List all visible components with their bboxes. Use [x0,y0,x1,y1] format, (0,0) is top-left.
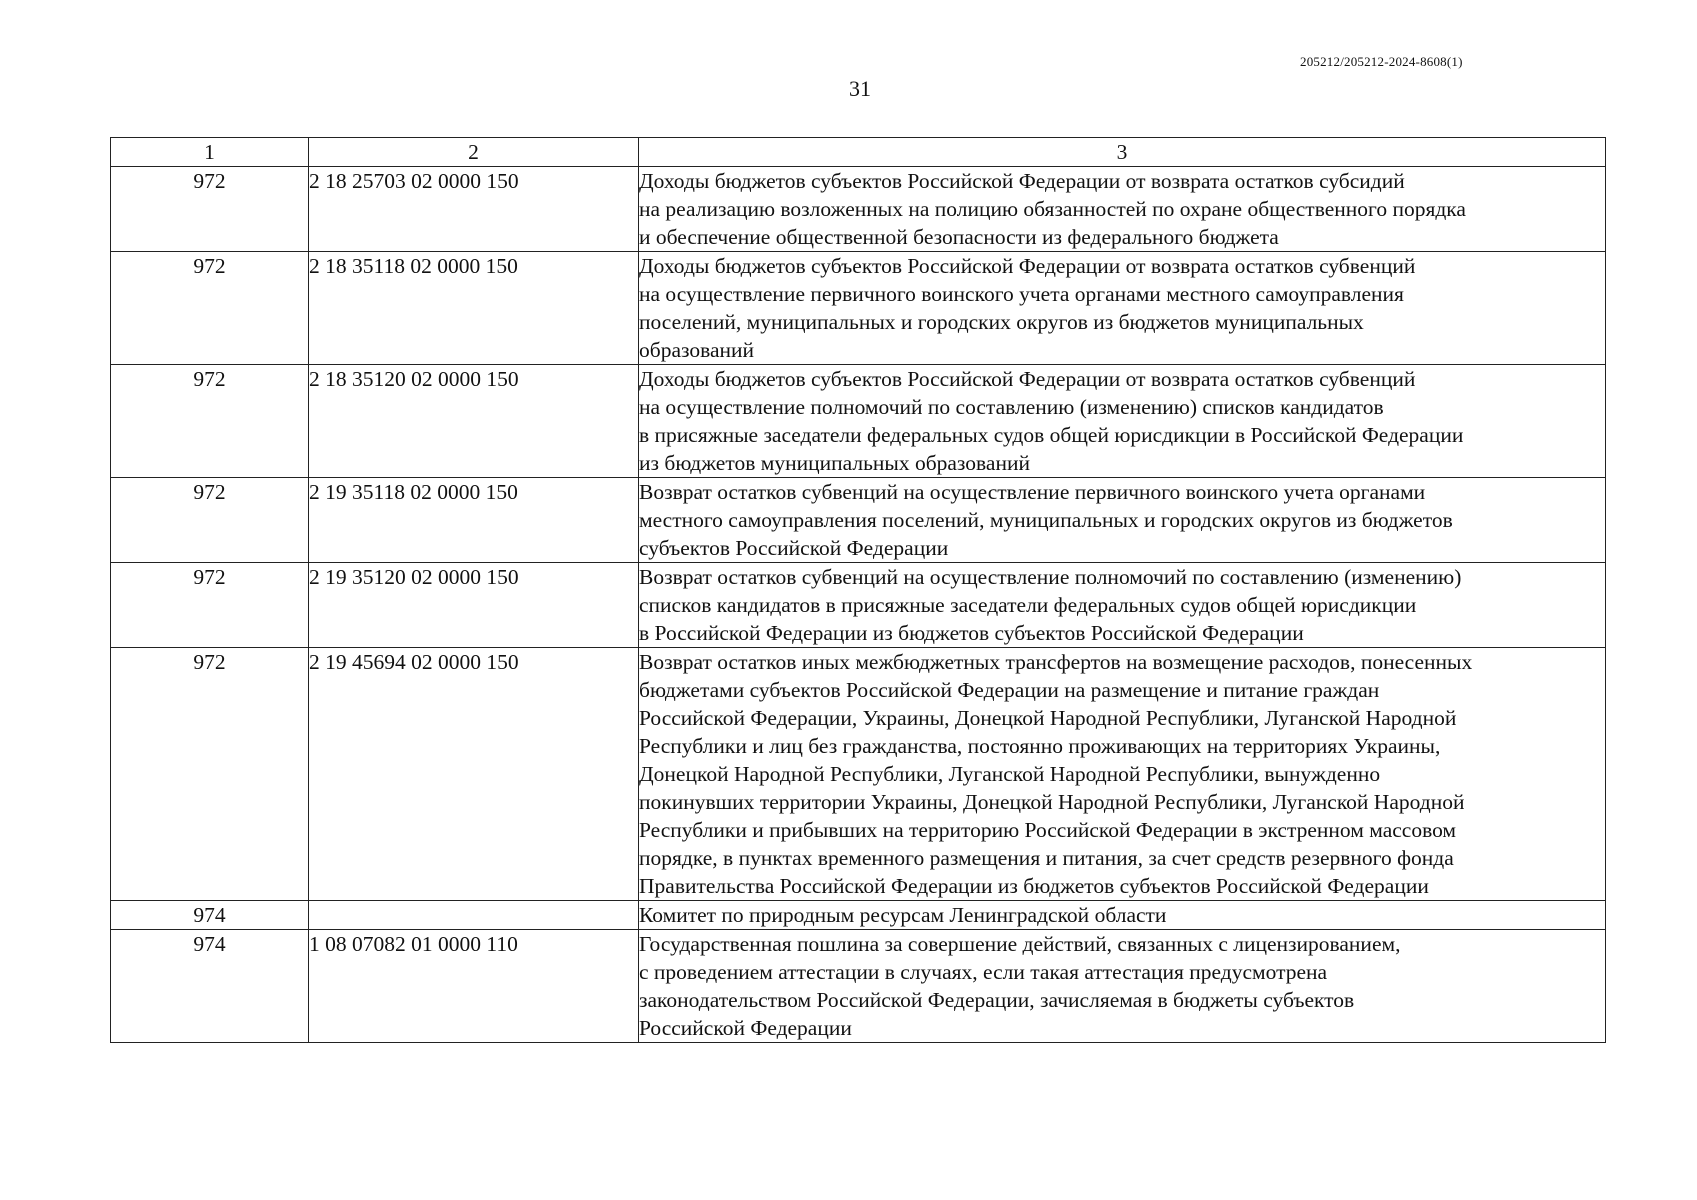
description-line: на осуществление первичного воинского учета органами местного самоуправления [639,282,1404,306]
budget-code-cell: 1 08 07082 01 0000 110 [309,930,639,1043]
table-row [111,901,1606,930]
description-line: порядке, в пунктах временного размещения и питания, за счет средств резервного фонда [639,846,1454,870]
budget-code-cell: 2 19 45694 02 0000 150 [309,648,639,901]
budget-code-cell: 2 19 35120 02 0000 150 [309,563,639,648]
description-line: Комитет по природным ресурсам Ленинградской области [639,903,1167,927]
description-cell [639,563,1606,648]
budget-code-cell [309,901,639,930]
description-cell [639,365,1606,478]
table-header-row [111,138,1606,167]
budget-code-cell: 2 18 35118 02 0000 150 [309,252,639,365]
description-line: поселений, муниципальных и городских округов из бюджетов муниципальных [639,310,1364,334]
table-row [111,478,1606,563]
description-line: Доходы бюджетов субъектов Российской Федерации от возврата остатков субвенций [639,367,1416,391]
admin-code-cell: 974 [111,930,309,1043]
description-cell [639,901,1606,930]
table-body [111,167,1606,1043]
description-line: законодательством Российской Федерации, зачисляемая в бюджеты субъектов [639,988,1355,1012]
description-line: Российской Федерации [639,1016,852,1040]
description-line: местного самоуправления поселений, муниципальных и городских округов из бюджетов [639,508,1453,532]
table-row [111,648,1606,901]
description-line: с проведением аттестации в случаях, если такая аттестация предусмотрена [639,960,1328,984]
budget-code-cell: 2 18 35120 02 0000 150 [309,365,639,478]
description-line: образований [639,338,755,362]
table-row [111,563,1606,648]
description-line: Донецкой Народной Республики, Луганской Народной Республики, вынужденно [639,762,1381,786]
description-line: Возврат остатков иных межбюджетных трансфертов на возмещение расходов, понесенных [639,650,1473,674]
admin-code-cell: 972 [111,478,309,563]
document-id: 205212/205212-2024-8608(1) [1300,54,1463,69]
description-line: в присяжные заседатели федеральных судов общей юрисдикции в Российской Федерации [639,423,1464,447]
column-header-3: 3 [639,138,1606,167]
description-line: Возврат остатков субвенций на осуществление полномочий по составлению (изменению) [639,565,1462,589]
table-row [111,365,1606,478]
table-row [111,252,1606,365]
description-line: Республики и прибывших на территорию Российской Федерации в экстренном массовом [639,818,1457,842]
description-line: Российской Федерации, Украины, Донецкой Народной Республики, Луганской Народной [639,706,1457,730]
description-cell [639,252,1606,365]
column-header-2: 2 [309,138,639,167]
admin-code-cell: 972 [111,252,309,365]
budget-codes-table [110,137,1606,1043]
description-line: покинувших территории Украины, Донецкой Народной Республики, Луганской Народной [639,790,1465,814]
table-row [111,930,1606,1043]
description-line: Правительства Российской Федерации из бюджетов субъектов Российской Федерации [639,874,1429,898]
budget-code-cell: 2 18 25703 02 0000 150 [309,167,639,252]
description-line: Доходы бюджетов субъектов Российской Федерации от возврата остатков субсидий [639,169,1405,193]
description-line: на осуществление полномочий по составлению (изменению) списков кандидатов [639,395,1384,419]
column-header-1: 1 [111,138,309,167]
description-line: Государственная пошлина за совершение действий, связанных с лицензированием, [639,932,1401,956]
description-line: в Российской Федерации из бюджетов субъектов Российской Федерации [639,621,1304,645]
description-cell [639,478,1606,563]
admin-code-cell: 972 [111,167,309,252]
description-line: Доходы бюджетов субъектов Российской Федерации от возврата остатков субвенций [639,254,1416,278]
description-line: бюджетами субъектов Российской Федерации на размещение и питание граждан [639,678,1380,702]
description-line: субъектов Российской Федерации [639,536,949,560]
description-cell [639,930,1606,1043]
description-line: из бюджетов муниципальных образований [639,451,1030,475]
admin-code-cell: 974 [111,901,309,930]
description-line: списков кандидатов в присяжные заседатели федеральных судов общей юрисдикции [639,593,1417,617]
description-cell [639,648,1606,901]
table-row [111,167,1606,252]
admin-code-cell: 972 [111,365,309,478]
description-cell [639,167,1606,252]
admin-code-cell: 972 [111,563,309,648]
description-line: на реализацию возложенных на полицию обязанностей по охране общественного порядка [639,197,1466,221]
admin-code-cell: 972 [111,648,309,901]
page-number: 31 [849,76,871,101]
description-line: Возврат остатков субвенций на осуществление первичного воинского учета органами [639,480,1426,504]
description-line: Республики и лиц без гражданства, постоянно проживающих на территориях Украины, [639,734,1441,758]
description-line: и обеспечение общественной безопасности из федерального бюджета [639,225,1279,249]
budget-code-cell: 2 19 35118 02 0000 150 [309,478,639,563]
